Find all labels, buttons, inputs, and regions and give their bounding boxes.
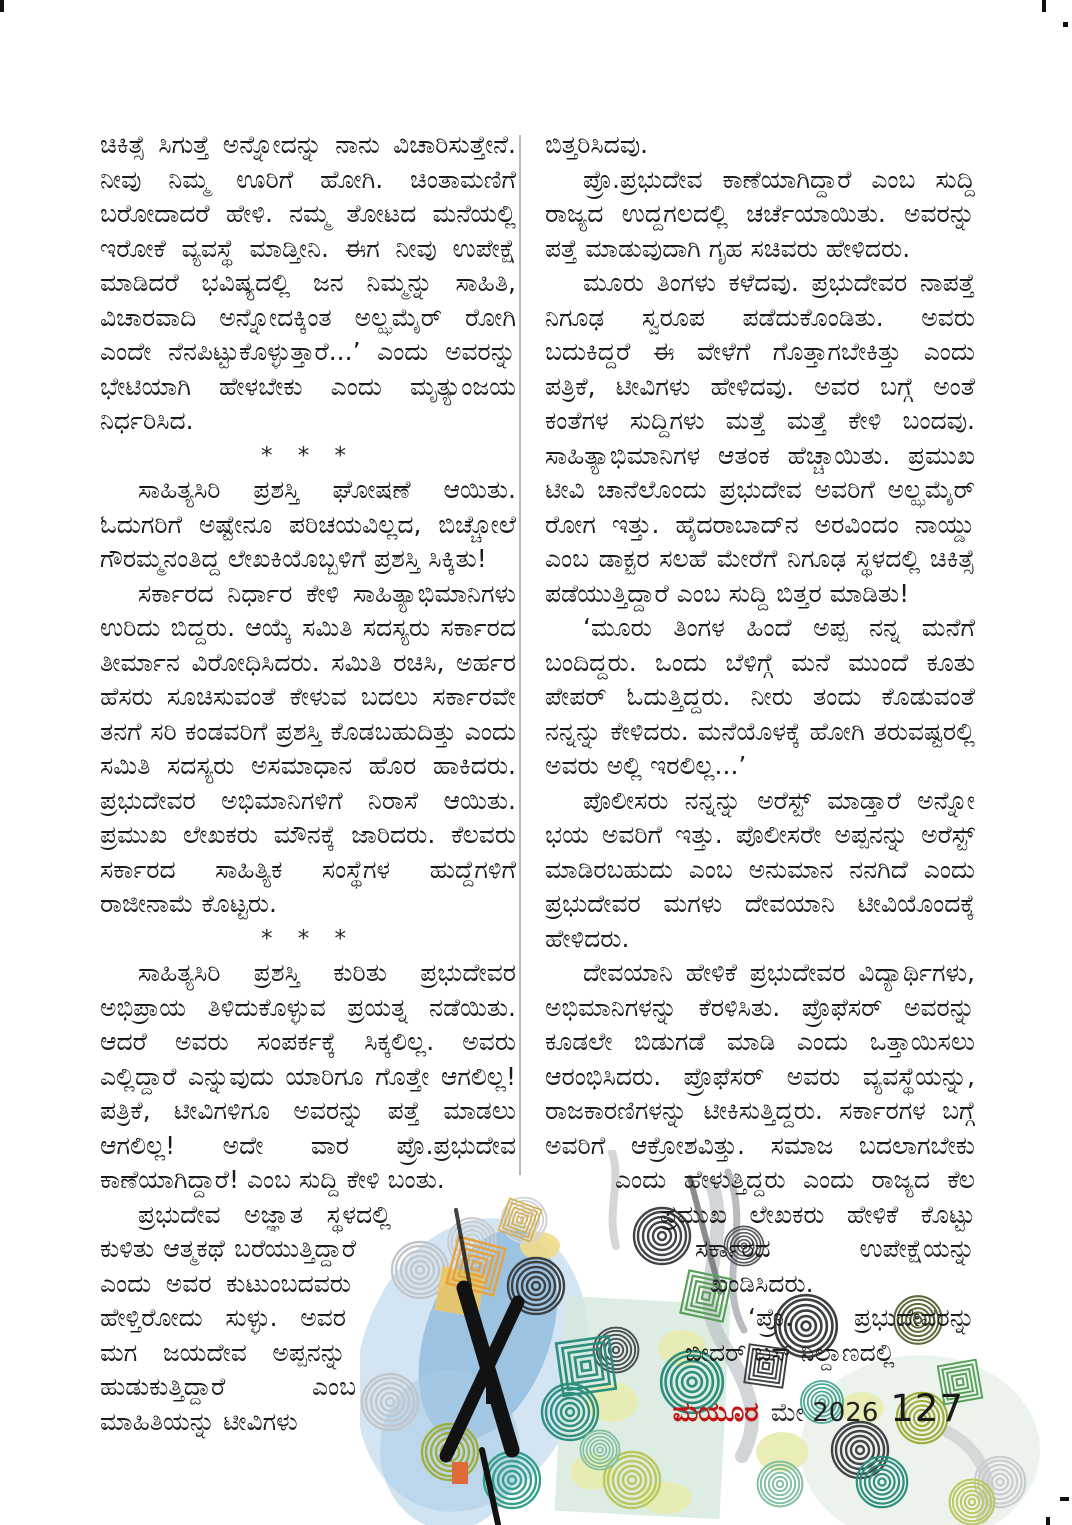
illustration-wrap-spacer	[545, 1287, 710, 1322]
page-footer	[673, 1387, 964, 1430]
section-separator: * * *	[260, 925, 356, 952]
paragraph: ಪ್ರಭುದೇವ ಅಜ್ಞಾತ ಸ್ಥಳದಲ್ಲಿ ಕುಳಿತು ಆತ್ಮಕಥೆ ಬರೆಯುತ್ತಿದ್ದಾರೆ ಎಂದು ಅವರ ಕುಟುಂಬದವರು ಹೇಳ್ತಿರೋದು ಸುಳ್ಳು. ಅವರ ಮಗ ಜಯದೇವ ಅಪ್ಪನನ್ನು ಹುಡುಕುತ್ತಿದ್ದಾರೆ ಎಂಬ ಮಾಹಿತಿಯನ್ನು ಟೀವಿಗಳು	[100, 1199, 391, 1436]
illustration-wrap-spacer	[356, 1351, 516, 1431]
paragraph: ಬಿತ್ತರಿಸಿದವು.	[545, 130, 649, 159]
paragraph: ಚಿಕಿತ್ಸೆ ಸಿಗುತ್ತೆ ಅನ್ನೋದನ್ನು ನಾನು ವಿಚಾರಿಸುತ್ತೇನೆ. ನೀವು ನಿಮ್ಮ ಊರಿಗೆ ಹೋಗಿ. ಚಿಂತಾಮಣಿಗೆ ಬರೋದಾದರೆ ಹೇಳಿ. ನಮ್ಮ ತೋಟದ ಮನೆಯಲ್ಲಿ ಇರೋಕೆ ವ್ಯವಸ್ಥೆ ಮಾಡ್ತೀನಿ. ಈಗ ನೀವು ಉಪೇಕ್ಷೆ ಮಾಡಿದರೆ ಭವಿಷ್ಯದಲ್ಲಿ ಜನ ನಿಮ್ಮನ್ನು ಸಾಹಿತಿ, ವಿಚಾರವಾದಿ ಅನ್ನೋದಕ್ಕಿಂತ ಅಲ್ಝಮೈರ್ ರೋಗಿ ಎಂದೇ ನೆನಪಿಟ್ಟುಕೊಳ್ಳುತ್ತಾರೆ...’ ಎಂದು ಅವರನ್ನು ಭೇಟಿಯಾಗಿ ಹೇಳಬೇಕು ಎಂದು ಮೃತ್ಯುಂಜಯ ನಿರ್ಧರಿಸಿದ.	[100, 130, 516, 435]
illustration-wrap-spacer	[346, 1317, 516, 1352]
paragraph: ಸರ್ಕಾರದ ನಿರ್ಧಾರ ಕೇಳಿ ಸಾಹಿತ್ಯಾಭಿಮಾನಿಗಳು ಉರಿದು ಬಿದ್ದರು. ಆಯ್ಕೆ ಸಮಿತಿ ಸದಸ್ಯರು ಸರ್ಕಾರದ ತೀರ್ಮಾನ ವಿರೋಧಿಸಿದರು. ಸಮಿತಿ ರಚಿಸಿ, ಅರ್ಹರ ಹೆಸರು ಸೂಚಿಸುವಂತೆ ಕೇಳುವ ಬದಲು ಸರ್ಕಾರವೇ ತನಗೆ ಸರಿ ಕಂಡವರಿಗೆ ಪ್ರಶಸ್ತಿ ಕೊಡಬಹುದಿತ್ತು ಎಂದು ಸಮಿತಿ ಸದಸ್ಯರು ಅಸಮಾಧಾನ ಹೊರ ಹಾಕಿದರು. ಪ್ರಭುದೇವರ ಅಭಿಮಾನಿಗಳಿಗೆ ನಿರಾಸೆ ಆಯಿತು. ಪ್ರಮುಖ ಲೇಖಕರು ಮೌನಕ್ಕೆ ಜಾರಿದರು. ಕೆಲವರು ಸರ್ಕಾರದ ಸಾಹಿತ್ಯಿಕ ಸಂಸ್ಥೆಗಳ ಹುದ್ದೆಗಳಿಗೆ ರಾಜೀನಾಮೆ ಕೊಟ್ಟರು.	[100, 578, 516, 918]
paragraph: ‘ಮೂರು ತಿಂಗಳ ಹಿಂದೆ ಅಪ್ಪ ನನ್ನ ಮನೆಗೆ ಬಂದಿದ್ದರು. ಒಂದು ಬೆಳಿಗ್ಗೆ ಮನೆ ಮುಂದೆ ಕೂತು ಪೇಪರ್ ಓದುತ್ತಿದ್ದರು. ನೀರು ತಂದು ಕೊಡುವಂತೆ ನನ್ನನ್ನು ಕೇಳಿದರು. ಮನೆಯೊಳಕ್ಕೆ ಹೋಗಿ ತರುವಷ್ಟರಲ್ಲಿ ಅವರು ಅಲ್ಲಿ ಇರಲಿಲ್ಲ...’	[545, 613, 975, 780]
illustration-wrap-spacer	[545, 1252, 695, 1287]
page-number: 127	[890, 1387, 964, 1430]
illustration-wrap-spacer	[351, 1282, 516, 1317]
paragraph: ಮೂರು ತಿಂಗಳು ಕಳೆದವು. ಪ್ರಭುದೇವರ ನಾಪತ್ತೆ ನಿಗೂಢ ಸ್ವರೂಪ ಪಡೆದುಕೊಂಡಿತು. ಅವರು ಬದುಕಿದ್ದರೆ ಈ ವೇಳೆಗೆ ಗೊತ್ತಾಗಬೇಕಿತ್ತು ಎಂದು ಪತ್ರಿಕೆ, ಟೀವಿಗಳು ಹೇಳಿದವು. ಅವರ ಬಗ್ಗೆ ಅಂತೆ ಕಂತೆಗಳ ಸುದ್ದಿಗಳು ಮತ್ತೆ ಮತ್ತೆ ಕೇಳಿ ಬಂದವು. ಸಾಹಿತ್ಯಾಭಿಮಾನಿಗಳ ಆತಂಕ ಹೆಚ್ಚಾಯಿತು. ಪ್ರಮುಖ ಟೀವಿ ಚಾನೆಲೊಂದು ಪ್ರಭುದೇವ ಅವರಿಗೆ ಅಲ್ಝಮೈರ್ ರೋಗ ಇತ್ತು. ಹೈದರಾಬಾದ್‌ನ ಅರವಿಂದಂ ನಾಯ್ಡು ಎಂಬ ಡಾಕ್ಟರ ಸಲಹೆ ಮೇರೆಗೆ ನಿಗೂಢ ಸ್ಥಳದಲ್ಲಿ ಚಿಕಿತ್ಸೆ ಪಡೆಯುತ್ತಿದ್ದಾರೆ ಎಂಬ ಸುದ್ದಿ ಬಿತ್ತರ ಮಾಡಿತು!	[545, 268, 975, 608]
column-right	[545, 128, 975, 1401]
column-divider	[519, 135, 521, 1175]
magazine-logo: ಮಯೂರ	[672, 1397, 759, 1428]
illustration-wrap-spacer	[356, 1248, 516, 1283]
illustration-wrap-spacer	[545, 1218, 660, 1253]
issue-date: ಮೇ 2026	[770, 1398, 879, 1428]
illustration-wrap-spacer	[391, 1213, 516, 1248]
paragraph: ಪೊಲೀಸರು ನನ್ನನ್ನು ಅರೆಸ್ಟ್ ಮಾಡ್ತಾರೆ ಅನ್ನೋ ಭಯ ಅವರಿಗೆ ಇತ್ತು. ಪೊಲೀಸರೇ ಅಪ್ಪನನ್ನು ಅರೆಸ್ಟ್ ಮಾಡಿರಬಹುದು ಎಂಬ ಅನುಮಾನ ನನಗಿದೆ ಎಂದು ಪ್ರಭುದೇವರ ಮಗಳು ದೇವಯಾನಿ ಟೀವಿಯೊಂದಕ್ಕೆ ಹೇಳಿದರು.	[545, 785, 975, 953]
crop-mark-top-left	[0, 0, 4, 12]
illustration-wrap-spacer	[545, 1321, 685, 1401]
paragraph: ಸಾಹಿತ್ಯಸಿರಿ ಪ್ರಶಸ್ತಿ ಕುರಿತು ಪ್ರಭುದೇವರ ಅಭಿಪ್ರಾಯ ತಿಳಿದುಕೊಳ್ಳುವ ಪ್ರಯತ್ನ ನಡೆಯಿತು. ಆದರೆ ಅವರು ಸಂಪರ್ಕಕ್ಕೆ ಸಿಕ್ಕಲಿಲ್ಲ. ಅವರು ಎಲ್ಲಿದ್ದಾರೆ ಎನ್ನುವುದು ಯಾರಿಗೂ ಗೊತ್ತೇ ಆಗಲಿಲ್ಲ! ಪತ್ರಿಕೆ, ಟೀವಿಗಳಿಗೂ ಅವರನ್ನು ಪತ್ತೆ ಮಾಡಲು ಆಗಲಿಲ್ಲ! ಅದೇ ವಾರ ಪ್ರೊ.ಪ್ರಭುದೇವ ಕಾಣೆಯಾಗಿದ್ದಾರೆ! ಎಂಬ ಸುದ್ದಿ ಕೇಳಿ ಬಂತು.	[100, 958, 516, 1194]
paragraph: ಪ್ರೊ.ಪ್ರಭುದೇವ ಕಾಣೆಯಾಗಿದ್ದಾರೆ ಎಂಬ ಸುದ್ದಿ ರಾಜ್ಯದ ಉದ್ದಗಲದಲ್ಲಿ ಚರ್ಚೆಯಾಯಿತು. ಅವರನ್ನು ಪತ್ತೆ ಮಾಡುವುದಾಗಿ ಗೃಹ ಸಚಿವರು ಹೇಳಿದರು.	[545, 164, 975, 263]
paragraph: ಸಾಹಿತ್ಯಸಿರಿ ಪ್ರಶಸ್ತಿ ಘೋಷಣೆ ಆಯಿತು. ಓದುಗರಿಗೆ ಅಷ್ಟೇನೂ ಪರಿಚಯವಿಲ್ಲದ, ಬಿಚ್ಚೋಲೆ ಗೌರಮ್ಮನಂತಿದ್ದ ಲೇಖಕಿಯೊಬ್ಬಳಿಗೆ ಪ್ರಶಸ್ತಿ ಸಿಕ್ಕಿತು!	[100, 475, 516, 573]
illustration-wrap-spacer	[545, 1183, 615, 1218]
section-separator: * * *	[260, 442, 356, 469]
paragraph: ‘ಪ್ರೊ. ಪ್ರಭುದೇವರನ್ನು ಬೀದರ್ ಬಸ್ ನಿಲ್ದಾಣದಲ್ಲಿ	[685, 1303, 975, 1367]
paragraph: ದೇವಯಾನಿ ಹೇಳಿಕೆ ಪ್ರಭುದೇವರ ವಿದ್ಯಾರ್ಥಿಗಳು, ಅಭಿಮಾನಿಗಳನ್ನು ಕೆರಳಿಸಿತು. ಪ್ರೊಫೆಸರ್ ಅವರನ್ನು ಕೂಡಲೇ ಬಿಡುಗಡೆ ಮಾಡಿ ಎಂದು ಒತ್ತಾಯಿಸಲು ಆರಂಭಿಸಿದರು. ಪ್ರೊಫೆಸರ್ ಅವರು ವ್ಯವಸ್ಥೆಯನ್ನು, ರಾಜಕಾರಣಿಗಳನ್ನು ಟೀಕಿಸುತ್ತಿದ್ದರು. ಸರ್ಕಾರಗಳ ಬಗ್ಗೆ ಅವರಿಗೆ ಆಕ್ರೋಶವಿತ್ತು. ಸಮಾಜ ಬದಲಾಗಬೇಕು ಎಂದು ಹೇಳುತ್ತಿದ್ದರು ಎಂದು ರಾಜ್ಯದ ಕೆಲ ಪ್ರಮುಖ ಲೇಖಕರು ಹೇಳಿಕೆ ಕೊಟ್ಟು ಸರ್ಕಾರದ ಉಪೇಕ್ಷೆಯನ್ನು ಖಂಡಿಸಿದರು.	[545, 958, 975, 1298]
column-left	[100, 128, 516, 1439]
crop-mark-top-right	[1042, 0, 1046, 12]
crop-mark-right-dot	[1063, 22, 1068, 27]
